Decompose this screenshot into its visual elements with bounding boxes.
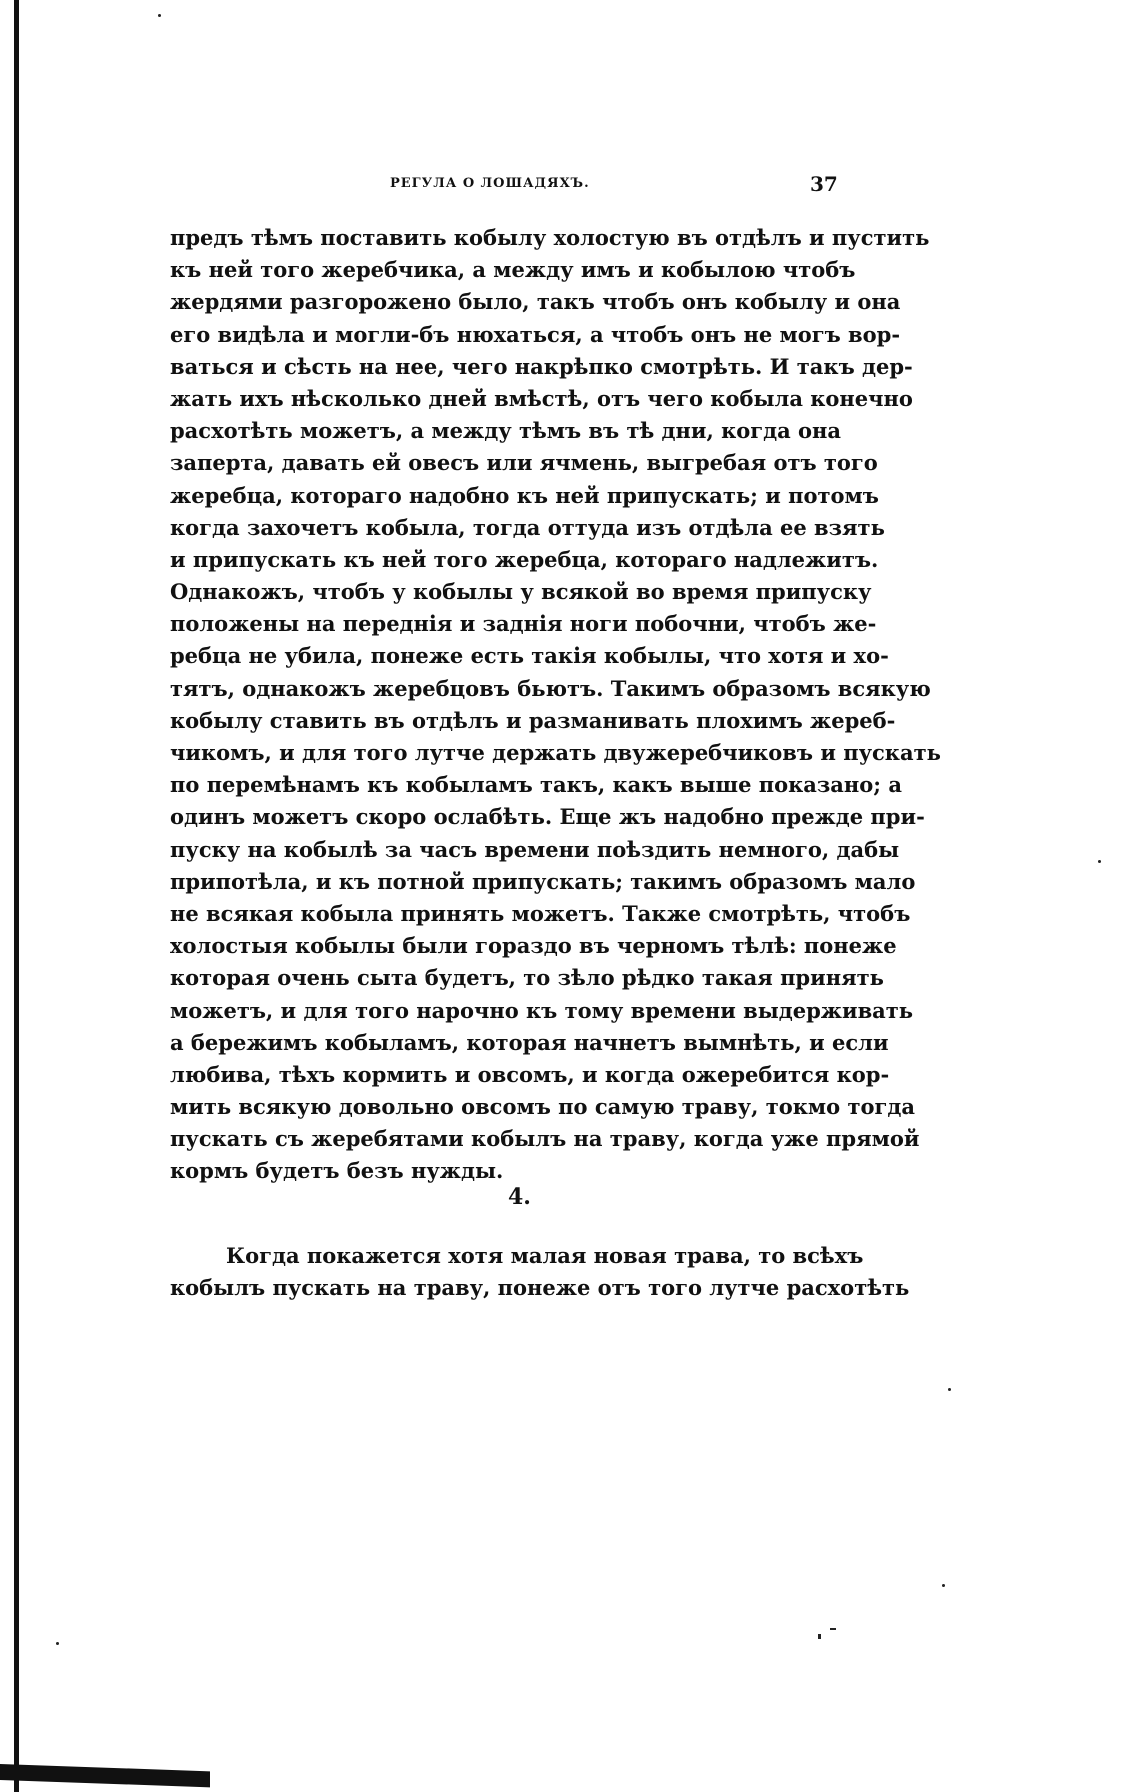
scan-speck (818, 1634, 821, 1639)
page-number: 37 (810, 172, 838, 196)
text-line: и припускать къ ней того жеребца, котораго надлежитъ. (170, 546, 879, 572)
text-line: можетъ, и для того нарочно къ тому времени выдерживать (170, 997, 914, 1023)
text-line: жердями разгорожено было, такъ чтобъ онъ кобылу и она (170, 289, 901, 315)
text-line: предъ тѣмъ поставить кобылу холостую въ отдѣлъ и пустить (170, 225, 930, 250)
text-line: Когда покажется хотя малая новая трава, то всѣхъ (226, 1243, 864, 1268)
text-line: заперта, давать ей овесъ или ячмень, выгребая отъ того (170, 450, 878, 476)
scan-speck (1098, 860, 1101, 863)
text-line: расхотѣть можетъ, а между тѣмъ въ тѣ дни, когда она (170, 418, 842, 444)
text-line: его видѣла и могли-бъ нюхаться, а чтобъ онъ не могъ вор- (170, 321, 901, 347)
paragraph-2 (170, 1240, 910, 1304)
scan-speck (942, 1584, 945, 1587)
binding-edge-left (14, 0, 19, 1792)
binding-edge-bottom (0, 1764, 210, 1787)
text-line: по перемѣнамъ къ кобыламъ такъ, какъ выше показано; а (170, 772, 902, 798)
text-line: ваться и сѣсть на нее, чего накрѣпко смотрѣть. И такъ дер- (170, 353, 913, 379)
scan-speck (56, 1642, 59, 1645)
text-line: жеребца, котораго надобно къ ней припускать; и потомъ (170, 482, 879, 508)
text-line: къ ней того жеребчика, а между имъ и кобылою чтобъ (170, 257, 856, 283)
text-line: Однакожъ, чтобъ у кобылы у всякой во время припуску (170, 579, 872, 605)
text-line: положены на переднія и заднія ноги побочни, чтобъ же- (170, 611, 877, 637)
text-line: пускать съ жеребятами кобылъ на траву, когда уже прямой (170, 1126, 920, 1152)
running-head: РЕГУЛА О ЛОШАДЯХЪ. (390, 176, 590, 191)
text-line: жать ихъ нѣсколько дней вмѣстѣ, отъ чего кобыла конечно (170, 385, 913, 411)
text-line: чикомъ, и для того лутче держать двужеребчиковъ и пускать (170, 740, 941, 765)
text-line: тятъ, однакожъ жеребцовъ бьютъ. Такимъ образомъ всякую (170, 675, 931, 701)
section-number: 4. (508, 1184, 531, 1210)
text-line: припотѣла, и къ потной припускать; такимъ образомъ мало (170, 868, 916, 894)
scan-speck (948, 1388, 951, 1391)
paragraph-1 (170, 222, 941, 1188)
text-line: ребца не убила, понеже есть такія кобылы, что хотя и хо- (170, 643, 889, 669)
text-line: которая очень сыта будетъ, то зѣло рѣдко такая принять (170, 965, 884, 991)
text-line: пуску на кобылѣ за часъ времени поѣздить немного, дабы (170, 836, 900, 862)
text-line: мить всякую довольно овсомъ по самую траву, токмо тогда (170, 1094, 915, 1120)
text-line: кормъ будетъ безъ нужды. (170, 1158, 504, 1184)
text-line: кобылъ пускать на траву, понеже отъ того лутче расхотѣть (170, 1275, 910, 1301)
text-line: любива, тѣхъ кормить и овсомъ, и когда ожеребится кор- (170, 1061, 890, 1087)
text-line: кобылу ставить въ отдѣлъ и разманивать плохимъ жереб- (170, 707, 896, 733)
text-line: холостыя кобылы были гораздо въ черномъ тѣлѣ: понеже (170, 933, 897, 959)
scan-speck (830, 1628, 836, 1630)
text-line: не всякая кобыла принять можетъ. Также смотрѣть, чтобъ (170, 900, 911, 926)
scan-speck (158, 14, 161, 17)
text-line: когда захочетъ кобыла, тогда оттуда изъ отдѣла ее взять (170, 514, 885, 540)
text-line: одинъ можетъ скоро ослабѣть. Еще жъ надобно прежде при- (170, 804, 925, 830)
text-line: а бережимъ кобыламъ, которая начнетъ вымнѣть, и если (170, 1029, 889, 1055)
